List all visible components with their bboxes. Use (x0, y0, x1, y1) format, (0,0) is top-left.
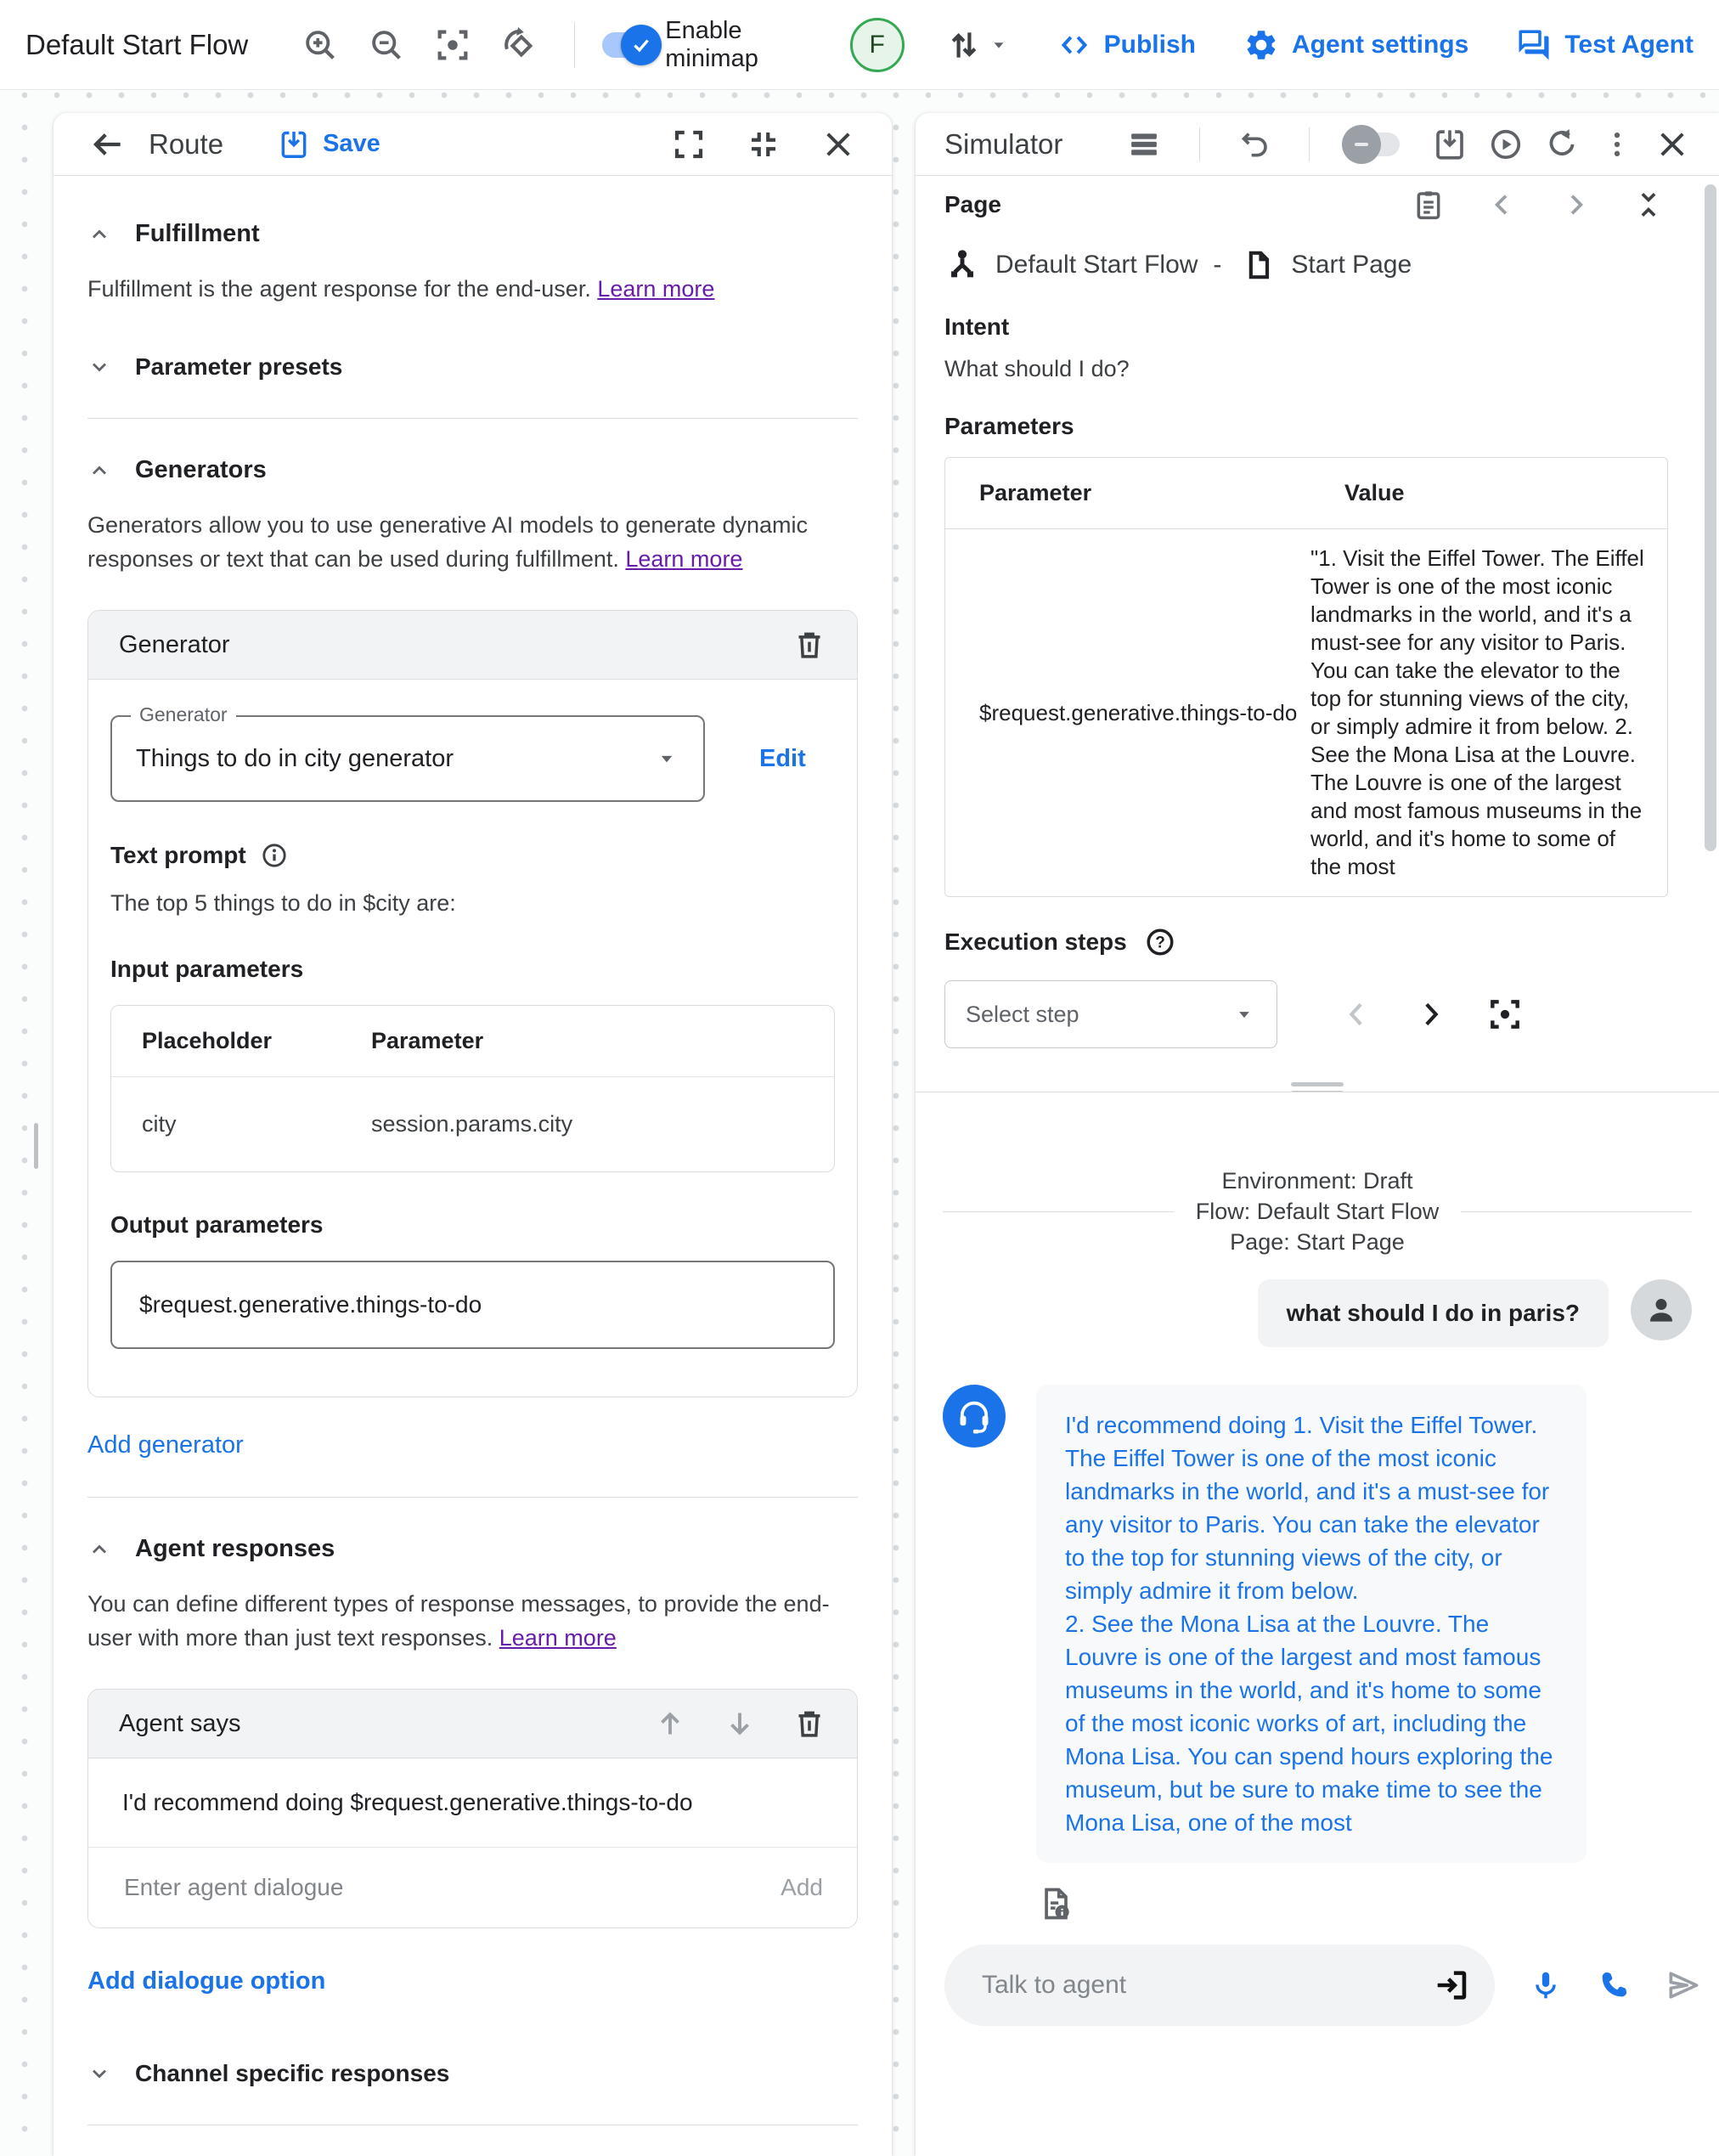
fulfillment-section-header[interactable] (87, 220, 858, 248)
execution-steps-row (944, 926, 1690, 958)
route-panel (54, 113, 892, 2156)
clipboard-icon[interactable] (1412, 188, 1446, 222)
chevron-down-icon (87, 2062, 111, 2085)
user-avatar (1631, 1279, 1692, 1340)
focus-step-button[interactable] (1486, 996, 1524, 1033)
route-panel-title: Route (149, 127, 224, 160)
generator-card (87, 610, 858, 1397)
agent-settings-label: Agent settings (1291, 30, 1469, 59)
swap-vertical-icon (945, 26, 983, 64)
talk-input-pill (944, 1944, 1495, 2026)
text-prompt-value: The top 5 things to do in $city are: (110, 890, 456, 916)
agent-says-card-header (88, 1690, 857, 1758)
column-header: Parameter (341, 1006, 834, 1077)
chat-icon (1516, 27, 1552, 63)
agent-message-part2: 2. See the Mona Lisa at the Louvre. The Louvre is one of the largest and most famous museums in the world, and it's home to some of the most iconic works of art, including the Mona Lisa. You can spend hours exploring the museum, but be sure to make time to see the Mona Lisa, one of the most (1065, 1611, 1553, 1836)
parameters-label: Parameters (944, 413, 1074, 439)
info-icon[interactable] (260, 841, 289, 870)
top-toolbar (0, 0, 1719, 90)
move-up-button[interactable] (653, 1707, 687, 1741)
page-icon (1242, 248, 1276, 282)
avatar[interactable]: F (850, 18, 905, 72)
next-step-button[interactable] (1413, 997, 1447, 1031)
route-panel-header (54, 113, 892, 176)
test-agent-label: Test Agent (1564, 30, 1694, 59)
chevron-down-icon (988, 34, 1010, 56)
column-header: Placeholder (111, 1006, 341, 1077)
text-prompt-label: Text prompt (110, 842, 246, 868)
input-parameters-table (110, 1005, 835, 1172)
agent-message-part1: I'd recommend doing 1. Visit the Eiffel Tower. The Eiffel Tower is one of the most iconic landmarks in the world, and it's a must-see for any visitor to Paris. You can take the elevator to the top for stunning views of the city, or simply admire it from below. (1065, 1412, 1550, 1604)
execution-steps-label: Execution steps (944, 928, 1127, 955)
svg-text:?: ? (1154, 934, 1165, 952)
generator-select[interactable] (110, 703, 705, 802)
text-prompt-label-row (110, 841, 835, 870)
generators-section-header[interactable] (87, 456, 858, 484)
test-agent-button[interactable] (1516, 27, 1694, 63)
reset-zoom-button[interactable] (499, 25, 538, 65)
divider (87, 1497, 858, 1498)
more-vertical-icon[interactable] (1600, 127, 1634, 161)
scrollbar-thumb[interactable] (1705, 184, 1716, 851)
delete-generator-button[interactable] (792, 628, 826, 662)
chevron-up-icon (87, 459, 111, 483)
chevron-up-icon (87, 1538, 111, 1561)
output-parameter-field[interactable]: $request.generative.things-to-do (110, 1261, 835, 1349)
agent-responses-heading: Agent responses (135, 1535, 335, 1562)
back-button[interactable] (89, 126, 127, 163)
channel-specific-responses-label: Channel specific responses (135, 2060, 450, 2086)
generator-select-floating-label: Generator (131, 703, 236, 726)
play-icon[interactable] (1488, 127, 1524, 162)
toolbar-right-group (905, 26, 1694, 64)
layout-orientation-button[interactable] (945, 26, 1010, 64)
zoom-in-icon (302, 26, 339, 64)
submit-icon[interactable] (1432, 1966, 1471, 2005)
parameter-value-cell: "1. Visit the Eiffel Tower. The Eiffel Tower is one of the most iconic landmarks in the world, and it's a must-see for any visitor to Paris. You can take the elevator to the top for stunning views of the city, or simply admire it from below. 2. See the Mona Lisa at the Louvre. The Louvre is one of the largest and most famous museums in the world, and it's home to some of the most (1310, 545, 1644, 879)
close-icon[interactable] (820, 127, 856, 162)
fulfillment-heading: Fulfillment (135, 220, 260, 247)
divider (87, 418, 858, 419)
delete-response-button[interactable] (792, 1707, 826, 1741)
simulator-header (916, 113, 1719, 176)
talk-to-agent-input[interactable] (980, 1970, 1432, 2001)
agent-says-card (87, 1689, 858, 1928)
agent-responses-description (87, 1587, 835, 1655)
save-button[interactable] (278, 128, 380, 161)
intent-value: What should I do? (944, 356, 1130, 381)
section-drag-handle[interactable] (1291, 1082, 1344, 1092)
response-details-icon[interactable] (1038, 1885, 1692, 1922)
zoom-in-button[interactable] (301, 25, 340, 65)
help-icon[interactable] (1144, 926, 1176, 958)
agent-settings-button[interactable] (1243, 27, 1468, 63)
agent-dialogue-input-row (88, 1848, 857, 1927)
parameter-presets-label: Parameter presets (135, 353, 343, 380)
enable-minimap-label: Enable minimap (665, 16, 758, 72)
flow-title: Default Start Flow (25, 28, 249, 60)
divider (1199, 127, 1200, 161)
environment-line: Environment: Draft (1221, 1168, 1413, 1194)
move-down-button[interactable] (723, 1707, 757, 1741)
add-button[interactable]: Add (781, 1874, 823, 1900)
user-message-bubble: what should I do in paris? (1258, 1279, 1609, 1347)
breadcrumb-separator: - (1213, 251, 1222, 279)
select-step-dropdown[interactable] (944, 980, 1277, 1048)
generator-card-title: Generator (119, 630, 230, 658)
column-header: Value (1344, 480, 1405, 505)
agent-dialogue-value[interactable]: I'd recommend doing $request.generative.things-to-do (88, 1758, 857, 1848)
table-cell: city (142, 1111, 177, 1137)
input-parameters-label: Input parameters (110, 956, 304, 982)
table-row (111, 1077, 834, 1171)
gear-icon (1243, 27, 1279, 63)
flow-icon (944, 247, 980, 283)
environment-line: Flow: Default Start Flow (1195, 1199, 1440, 1224)
breadcrumb (944, 247, 1690, 283)
send-icon[interactable] (1665, 1967, 1702, 2004)
channel-specific-responses-row[interactable] (87, 2060, 858, 2087)
agent-says-title: Agent says (119, 1709, 241, 1737)
close-icon[interactable] (1654, 127, 1690, 162)
learn-more-link[interactable]: Learn more (625, 546, 743, 572)
panel-resize-handle[interactable] (34, 1123, 38, 1169)
simulator-detail-section (916, 176, 1719, 1092)
conversation-area (916, 1092, 1719, 2042)
parameter-presets-row[interactable] (87, 353, 858, 381)
edit-generator-link[interactable]: Edit (759, 744, 806, 772)
dropdown-caret-icon (1232, 1002, 1256, 1026)
environment-info (943, 1165, 1692, 1257)
headset-icon (955, 1397, 994, 1436)
menu-icon[interactable] (1126, 127, 1162, 162)
fulfillment-description-text: Fulfillment is the agent response for the end-user. (87, 276, 591, 302)
parameter-name-cell: $request.generative.things-to-do (979, 699, 1298, 725)
select-step-value: Select step (966, 1001, 1079, 1027)
agent-responses-section-header[interactable] (87, 1535, 858, 1563)
restart-icon[interactable] (1544, 127, 1580, 162)
page-row (944, 188, 1690, 222)
publish-button[interactable] (1057, 28, 1196, 62)
simulator-input-bar (916, 1927, 1719, 2042)
generators-description (87, 508, 835, 576)
agent-avatar (943, 1385, 1006, 1448)
simulator-title: Simulator (944, 127, 1063, 160)
zoom-out-icon (368, 26, 405, 64)
table-header-row (945, 458, 1667, 529)
add-dialogue-option-button[interactable]: Add dialogue option (87, 1967, 326, 1995)
chevron-down-icon (87, 355, 111, 379)
generator-card-header (88, 611, 857, 680)
fullscreen-button[interactable] (671, 127, 707, 162)
step-controls-row (944, 980, 1690, 1048)
column-header: Parameter (979, 480, 1092, 505)
microphone-icon[interactable] (1529, 1968, 1563, 2002)
divider (1309, 127, 1310, 161)
generator-select-value: Things to do in city generator (136, 744, 454, 772)
save-label: Save (323, 130, 380, 157)
zoom-out-button[interactable] (367, 25, 406, 65)
agent-dialogue-input[interactable] (122, 1873, 755, 1902)
fulfillment-description (87, 272, 835, 306)
person-icon (1643, 1292, 1679, 1328)
agent-message-bubble (1036, 1385, 1587, 1863)
intent-label: Intent (944, 313, 1010, 340)
chevron-up-icon (87, 223, 111, 246)
environment-line: Page: Start Page (1230, 1229, 1405, 1255)
generators-description-text: Generators allow you to use generative AI models to generate dynamic responses or text that can be used during fulfillment. (87, 512, 808, 572)
table-header-row (111, 1006, 834, 1077)
agent-message-row (943, 1385, 1692, 1863)
page-label: Page (944, 191, 1001, 217)
reset-zoom-icon (499, 25, 538, 65)
output-parameters-label: Output parameters (110, 1211, 324, 1238)
agent-responses-description-text: You can define different types of response messages, to provide the end-user with more than just text responses. (87, 1591, 830, 1651)
collapse-icon[interactable] (1632, 189, 1665, 221)
table-row (945, 529, 1667, 896)
toggle-knob-check-icon (621, 25, 662, 65)
code-brackets-icon (1057, 28, 1091, 62)
center-focus-button[interactable] (433, 25, 472, 65)
learn-more-link[interactable]: Learn more (499, 1625, 617, 1651)
save-conversation-icon[interactable] (1432, 127, 1468, 162)
exit-fullscreen-button[interactable] (746, 127, 781, 162)
publish-label: Publish (1103, 30, 1196, 59)
toolbar-divider (574, 22, 575, 68)
chevron-right-icon[interactable] (1559, 189, 1592, 221)
toggle-knob (1342, 125, 1381, 164)
parameters-table (944, 457, 1668, 897)
route-panel-body (54, 176, 892, 2125)
dropdown-caret-icon (654, 746, 679, 771)
previous-step-button[interactable] (1340, 997, 1374, 1031)
simulator-toggle[interactable] (1347, 133, 1400, 156)
save-icon (278, 128, 310, 161)
user-message-row (943, 1279, 1692, 1347)
phone-icon[interactable] (1597, 1968, 1631, 2002)
learn-more-link[interactable]: Learn more (597, 276, 715, 302)
add-generator-button[interactable]: Add generator (87, 1431, 244, 1459)
center-focus-icon (433, 25, 472, 65)
breadcrumb-page[interactable]: Start Page (1291, 251, 1412, 279)
undo-icon[interactable] (1237, 127, 1271, 161)
generators-heading: Generators (135, 456, 267, 483)
generator-card-body (88, 680, 857, 1397)
table-cell: session.params.city (371, 1111, 573, 1137)
breadcrumb-flow[interactable]: Default Start Flow (995, 251, 1198, 279)
enable-minimap-toggle[interactable] (602, 32, 657, 58)
chevron-left-icon[interactable] (1486, 189, 1519, 221)
simulator-panel (916, 113, 1719, 2156)
